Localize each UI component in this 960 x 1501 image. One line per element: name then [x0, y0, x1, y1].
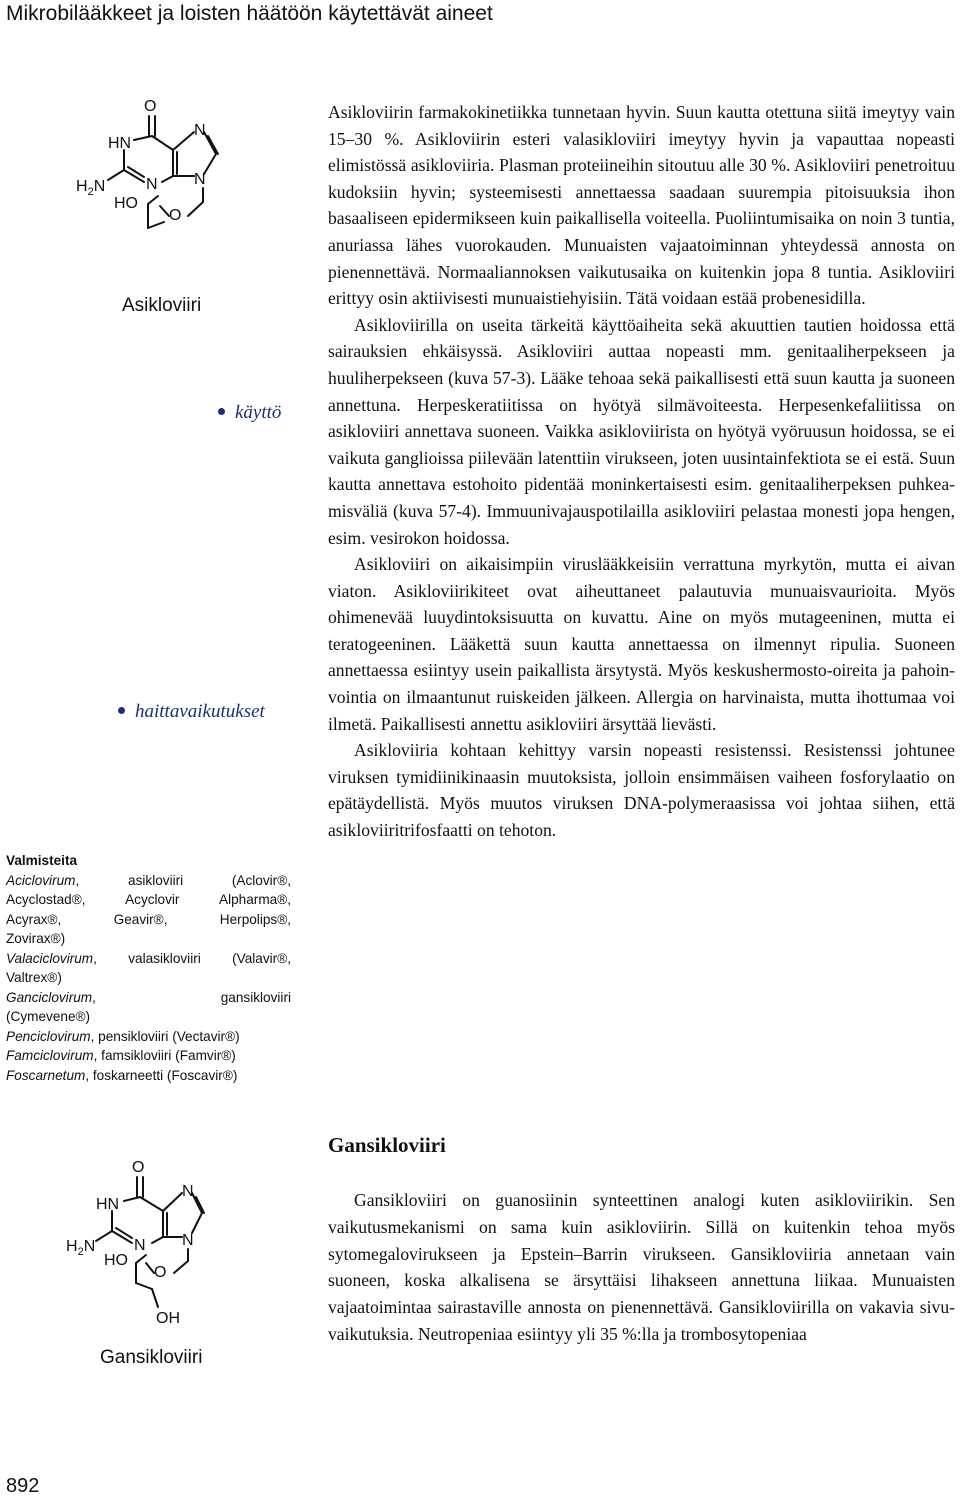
product-list-line: [6, 929, 291, 949]
atom-ho: HO: [114, 195, 138, 212]
drug-name: Foscarnetum: [6, 1067, 86, 1083]
atom-ho: HO: [104, 1252, 128, 1269]
product-list-line: [6, 968, 291, 988]
atom-h2n: $H_2N$: [76, 178, 106, 198]
drug-details: Acyclostad®, Acyclovir Alpharma®,: [6, 892, 291, 907]
paragraph: Gansikloviiri on guanosiinin synteettinen analogi kuten asikloviirikin. Sen vaikutusmekanismi on sama kuin asikloviirin. Sillä on kuitenkin tehoa myös sytomegalovirukseen ja Epstein–Barrin virukseen. Gansikloviiria annetaan vain suoneen, koska alkalisena se ärsyttäisi lihakseen annettuna liikaa. Munuaisten vajaatoimintaa sairastaville annosta on pienennettävä. Gansikloviirilla on vakavia sivuvaikutuksia. Neutropeniaa esiintyy yli 35 %:lla ja trombosytopeniaa: [328, 1190, 955, 1344]
margin-note-kaytto: käyttö: [218, 401, 281, 425]
atom-hn: HN: [108, 135, 132, 152]
atom-o: O: [132, 1159, 145, 1176]
drug-name: Aciclovirum: [6, 872, 76, 888]
atom-n: N: [194, 122, 206, 139]
product-list-line: [6, 1007, 291, 1027]
section-text: [328, 1187, 955, 1348]
drug-details: , asikloviiri (Aclovir®,: [75, 872, 291, 888]
drug-details: , foskarneetti (Foscavir®): [85, 1067, 238, 1083]
atom-o: O: [154, 1264, 167, 1281]
drug-name: Ganciclovirum: [6, 989, 93, 1005]
drug-details: , gansikloviiri: [92, 989, 291, 1005]
drug-details: , valasikloviiri (Valavir®,: [93, 950, 291, 966]
drug-details: , pensikloviiri (Vectavir®): [90, 1028, 240, 1044]
section-heading: Gansikloviiri: [328, 1133, 446, 1157]
atom-n: N: [182, 1183, 194, 1200]
atom-h2n: $H_2N$: [66, 1238, 96, 1258]
running-header: Mikrobilääkkeet ja loisten häätöön käytettävät aineet: [6, 2, 493, 25]
drug-details: , famsikloviiri (Famvir®): [93, 1048, 236, 1063]
paragraph: Asikloviiri on aikaisimpiin viruslääkkeisiin verrattuna myrkytön, mutta ei aivan viaton. Asikloviirikiteet ovat aiheuttaneet palautuvia munuaisvaurioita. Myös ohimenevää luuydintoksisuutta on kuvattu. Aine on myös mutageeninen, mutta ei teratogeeninen. Lääkettä suun kautta annettaessa on ilmennyt ripulia. Suoneen annettaessa esiintyy usein paikallista ärsytystä. Myös keskushermosto-oireita ja pahoinvointia on ilmaantunut ruiskeiden jälkeen. Allergia on harvinaista, mutta ihottumaa voi ilmetä. Paikallisesti annettu asikloviiri ärsyttää lievästi.: [328, 554, 955, 734]
product-list-line: [6, 1027, 291, 1047]
product-list-line: [6, 988, 291, 1008]
page-number: 892: [6, 1475, 40, 1497]
drug-details: Zovirax®): [6, 931, 66, 946]
paragraph: Asikloviiria kohtaan kehittyy varsin nopeasti resistenssi. Resistenssi johtunee viruksen tymidiinikinaasin muutoksista, jolloin ensimmäisen vaiheen fosforylaatio on epätäydellistä. Myös muutos viruksen DNA-polymeraasissa voi johtaa siihen, että asikloviiritrifosfaatti on tehoton.: [328, 740, 955, 841]
drug-name: Famciclovirum: [6, 1048, 94, 1063]
atom-o: O: [169, 207, 182, 224]
aciclovir-caption: Asikloviiri: [122, 295, 202, 316]
margin-note-haittavaikutukset: haittavaikutukset: [118, 700, 265, 724]
product-list: [6, 851, 291, 1085]
ganciclovir-structure: [62, 1155, 262, 1335]
aciclovir-structure: [70, 92, 270, 242]
product-list-line: [6, 910, 291, 930]
ganciclovir-caption: Gansikloviiri: [100, 1347, 203, 1368]
atom-o: O: [144, 98, 157, 115]
product-list-title: Valmisteita: [6, 853, 78, 868]
atom-n: N: [182, 1232, 194, 1249]
drug-details: (Cymevene®): [6, 1009, 91, 1024]
product-list-lines: [6, 871, 291, 1086]
paragraph: Asikloviirin farmakokinetiikka tunnetaan hyvin. Suun kautta otettuna siitä imeytyy vain 15–30 %. Asikloviirin esteri valasikloviiri imeytyy hyvin ja vapauttaa nopeasti elimistössä asikloviiria. Plasman proteiineihin sitoutuu alle 30 %. Asikloviiri penetroituu kudoksiin hyvin; systeemisesti annettaessa saadaan suurempia pitoisuuksia ihon basaaliseen epidermikseen kuin paikallisella voiteella. Puoliintumisaika on noin 3 tuntia, anuriassa lähes vuorokauden. Munuaisten vajaatoiminnan yhteydessä annosta on pienennettävä. Normaaliannoksen vaikutusaika on kuitenkin jopa 8 tuntia. Asikloviiri erittyy osin aktiivisesti munuaistiehyisiin. Tätä voidaan estää probenesidilla.: [328, 102, 955, 309]
atom-hn: HN: [96, 1196, 120, 1213]
product-list-line: [6, 890, 291, 910]
product-list-line: [6, 1046, 291, 1066]
drug-details: Acyrax®, Geavir®, Herpolips®,: [6, 911, 291, 927]
bullet-icon: [218, 408, 225, 415]
atom-oh: OH: [156, 1310, 180, 1327]
atom-n: N: [146, 176, 158, 193]
product-list-line: [6, 1066, 291, 1086]
main-text: [328, 99, 955, 844]
drug-name: Penciclovirum: [6, 1028, 91, 1044]
atom-n: N: [134, 1237, 146, 1254]
atom-n: N: [194, 171, 206, 188]
paragraph: Asikloviirilla on useita tärkeitä käyttöaiheita sekä akuuttien tautien hoidossa että sairauksien ehkäisyssä. Asikloviiri auttaa nopeasti mm. genitaaliherpekseen ja huuliherpekseen (kuva 57-3). Lääke tehoaa sekä paikallisesti että suun kautta ja suoneen annettuna. Herpeskeratiitissa on hyötyä silmävoiteesta. Herpesenkefaliitissa on asikloviiri annettava suoneen. Vaikka asikloviirista on hyötyä vyöruusun hoidossa, se ei vaikuta ganglioissa piilevään latenttiin virukseen, joten uusintainfektiota se ei estä. Suun kautta annettava estohoito pidentää moninkertaisesti esim. genitaaliherpeksen puhkeamisväliä (kuva 57-4). Immuunivajauspotilailla asikloviiri pelastaa monesti jopa hengen, esim. vesirokon hoidossa.: [328, 314, 955, 548]
bullet-icon: [118, 707, 125, 714]
drug-details: Valtrex®): [6, 970, 62, 985]
drug-name: Valaciclovirum: [6, 950, 94, 966]
product-list-line: [6, 949, 291, 969]
product-list-line: [6, 871, 291, 891]
